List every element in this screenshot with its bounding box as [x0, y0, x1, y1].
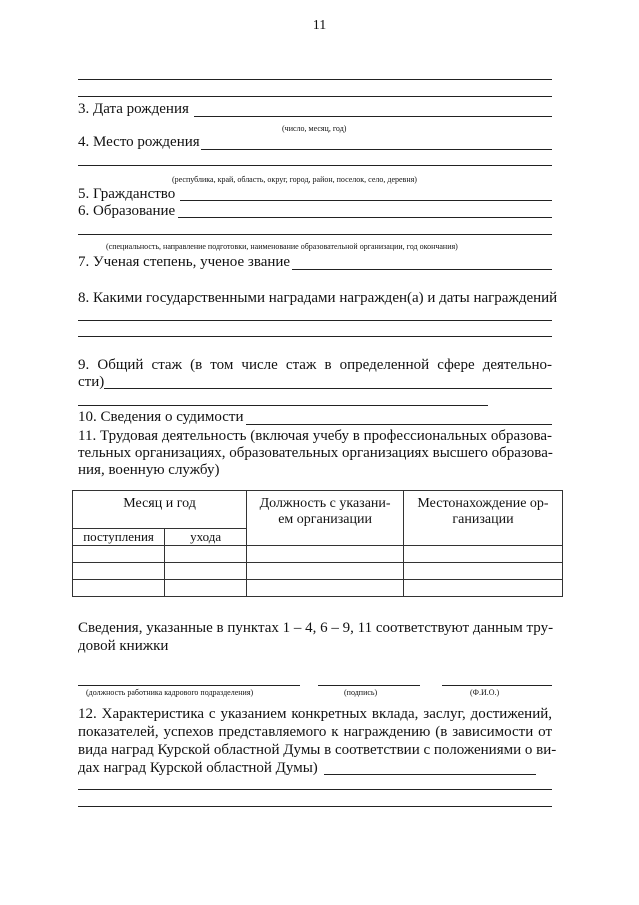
- degree-field[interactable]: [292, 269, 552, 270]
- table-cell[interactable]: [247, 580, 404, 597]
- position-header: Должность с указани- ем организации: [247, 491, 404, 546]
- birth-date-field[interactable]: [194, 116, 552, 117]
- fio-hint: (Ф.И.О.): [470, 688, 500, 697]
- admission-header: поступления: [73, 529, 165, 546]
- characteristic-line-2: показателей, успехов представляемого к награждению (в зависимости от: [78, 724, 552, 740]
- characteristic-field-2[interactable]: [78, 789, 552, 790]
- page-number: 11: [312, 18, 327, 33]
- characteristic-field-3[interactable]: [78, 806, 552, 807]
- citizenship-field[interactable]: [180, 200, 552, 201]
- education-field[interactable]: [178, 217, 552, 218]
- experience-field-2[interactable]: [78, 405, 488, 406]
- characteristic-line-4: дах наград Курской областной Думы): [78, 760, 318, 776]
- leaving-header: ухода: [165, 529, 247, 546]
- work-line-3: ния, военную службу): [78, 462, 220, 478]
- table-cell[interactable]: [247, 546, 404, 563]
- table-cell[interactable]: [165, 580, 247, 597]
- table-cell[interactable]: [73, 563, 165, 580]
- characteristic-line-1: 12. Характеристика с указанием конкретных вклада, заслуг, достижений,: [78, 706, 552, 722]
- awards-label: 8. Какими государственными наградами награжден(а) и даты награждений: [78, 290, 558, 306]
- table-cell[interactable]: [404, 563, 563, 580]
- awards-field-1[interactable]: [78, 320, 552, 321]
- fio-field[interactable]: [442, 685, 552, 686]
- conviction-field[interactable]: [246, 424, 552, 425]
- degree-label: 7. Ученая степень, ученое звание: [78, 254, 291, 270]
- location-header: Местонахождение ор- ганизации: [404, 491, 563, 546]
- birth-place-label: 4. Место рождения: [78, 134, 200, 150]
- experience-field[interactable]: [104, 388, 552, 389]
- signature-hint: (подпись): [344, 688, 378, 697]
- characteristic-line-3: вида наград Курской областной Думы в соответствии с положениями о ви-: [78, 742, 557, 758]
- conviction-label: 10. Сведения о судимости: [78, 409, 244, 425]
- table-cell[interactable]: [73, 580, 165, 597]
- table-cell[interactable]: [404, 580, 563, 597]
- work-line-2: тельных организациях, образовательных организациях высшего образова-: [78, 445, 553, 461]
- table-cell[interactable]: [247, 563, 404, 580]
- birth-place-hint: (республика, край, область, округ, город, район, поселок, село, деревня): [172, 175, 417, 184]
- hr-position-hint: (должность работника кадрового подразделения): [86, 688, 254, 697]
- table-cell[interactable]: [165, 563, 247, 580]
- education-field-2[interactable]: [78, 234, 552, 235]
- birth-date-label: 3. Дата рождения: [78, 101, 189, 117]
- table-cell[interactable]: [404, 546, 563, 563]
- awards-field-2[interactable]: [78, 336, 552, 337]
- birth-place-field-2[interactable]: [78, 165, 552, 166]
- birth-place-field[interactable]: [201, 149, 552, 150]
- characteristic-field[interactable]: [324, 774, 536, 775]
- education-hint: (специальность, направление подготовки, наименование образовательной организации, год окончания): [106, 242, 458, 251]
- table-cell[interactable]: [73, 546, 165, 563]
- education-label: 6. Образование: [78, 203, 176, 219]
- month-year-header: Месяц и год: [73, 491, 247, 529]
- work-history-table: [72, 490, 563, 597]
- citizenship-label: 5. Гражданство: [78, 186, 176, 202]
- hr-position-field[interactable]: [78, 685, 300, 686]
- signature-field[interactable]: [318, 685, 420, 686]
- experience-line-1: 9. Общий стаж (в том числе стаж в определенной сфере деятельно-: [78, 357, 552, 373]
- table-cell[interactable]: [165, 546, 247, 563]
- confirm-line-2: довой книжки: [78, 638, 169, 654]
- work-line-1: 11. Трудовая деятельность (включая учебу в профессиональных образова-: [78, 428, 552, 444]
- birth-date-hint: (число, месяц, год): [282, 124, 347, 133]
- confirm-line-1: Сведения, указанные в пунктах 1 – 4, 6 – 9, 11 соответствуют данным тру-: [78, 620, 554, 636]
- experience-line-2: сти): [78, 374, 105, 390]
- blank-line[interactable]: [78, 79, 552, 80]
- blank-line[interactable]: [78, 96, 552, 97]
